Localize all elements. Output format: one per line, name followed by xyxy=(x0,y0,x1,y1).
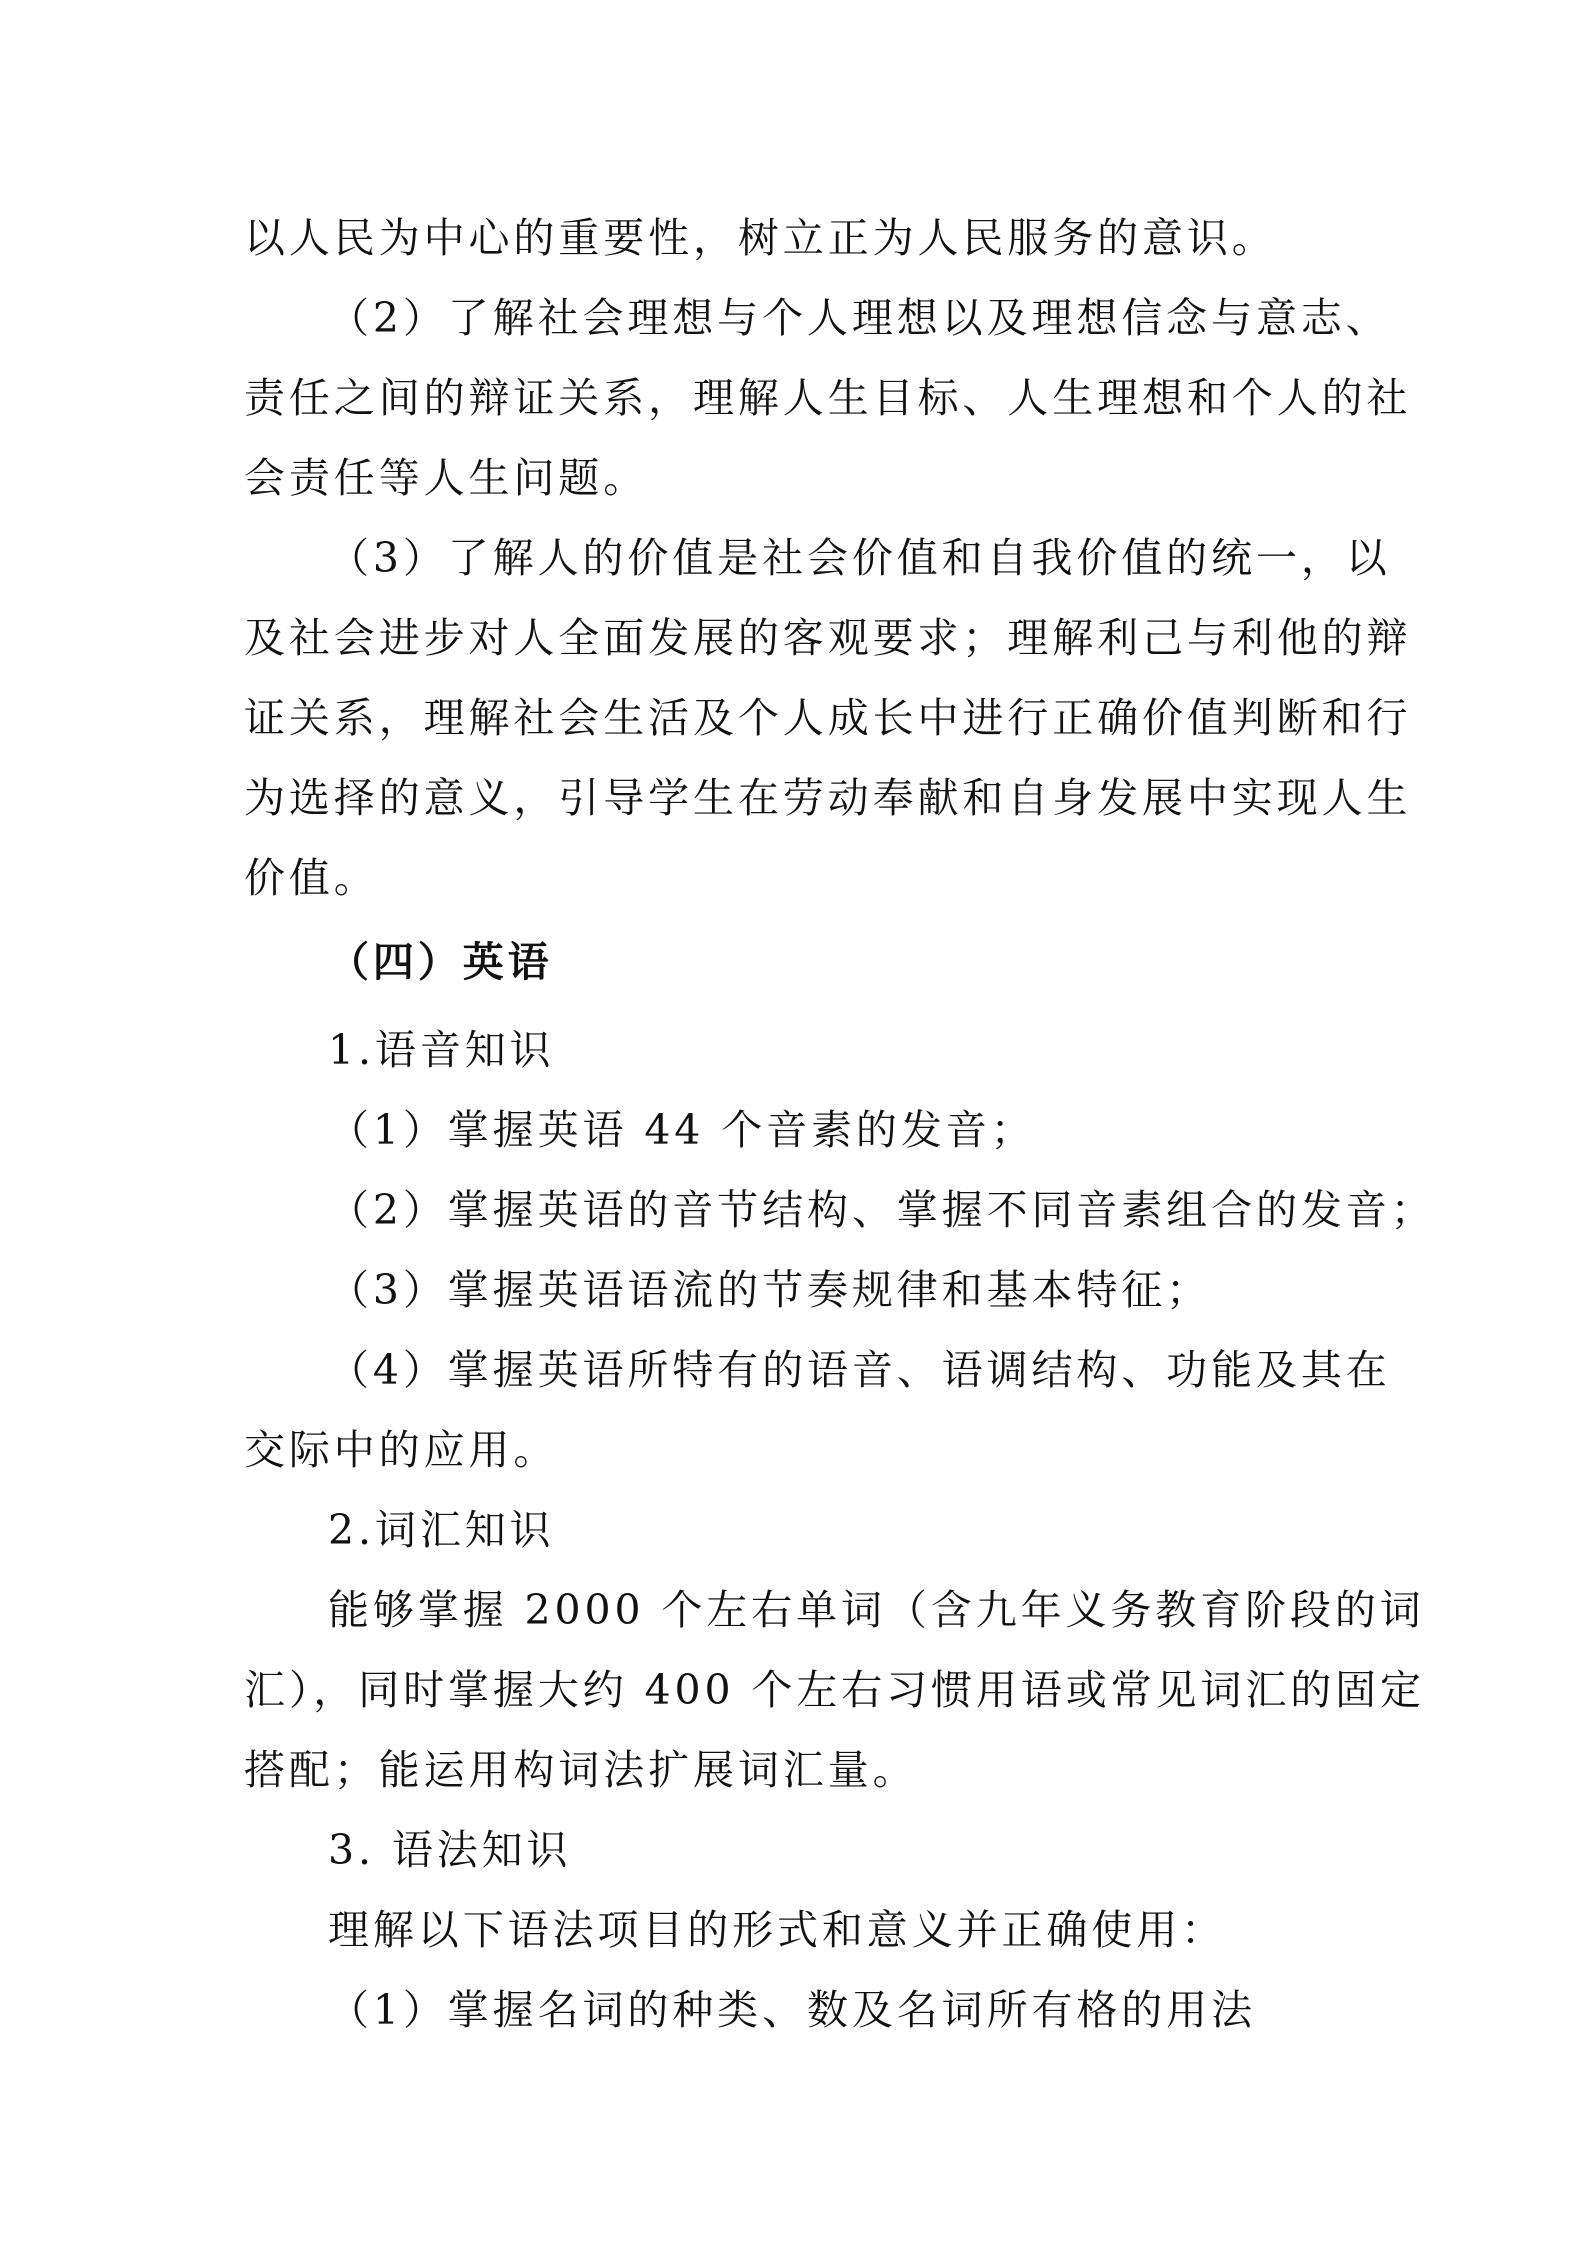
text-line: （3）了解人的价值是社会价值和自我价值的统一，以 xyxy=(328,534,1391,582)
heading-text: （四）英语 xyxy=(328,938,553,986)
text-line: 为选择的意义，引导学生在劳动奉献和自身发展中实现人生 xyxy=(244,774,1412,822)
list-item-phonetics-1 xyxy=(244,1090,1354,1170)
paragraph-continuation xyxy=(244,198,1354,278)
text-line: （2）了解社会理想与个人理想以及理想信念与意志、 xyxy=(328,294,1391,342)
subheading-vocabulary xyxy=(244,1490,1354,1570)
text-line: （4）掌握英语所特有的语音、语调结构、功能及其在 xyxy=(328,1346,1391,1394)
list-item-grammar-1 xyxy=(244,1970,1354,2050)
text-line: 证关系，理解社会生活及个人成长中进行正确价值判断和行 xyxy=(244,694,1412,742)
paragraph-item-3 xyxy=(244,518,1412,918)
text-line: 搭配；能运用构词法扩展词汇量。 xyxy=(244,1746,918,1794)
text-line: 能够掌握 2000 个左右单词（含九年义务教育阶段的词 xyxy=(328,1586,1425,1634)
text-line: 会责任等人生问题。 xyxy=(244,454,649,502)
document-body xyxy=(244,198,1436,2050)
text-line: 价值。 xyxy=(244,854,379,902)
text-line: 以人民为中心的重要性，树立正为人民服务的意识。 xyxy=(244,214,1277,262)
text-line: 交际中的应用。 xyxy=(244,1426,559,1474)
subheading-text: 2.词汇知识 xyxy=(328,1506,555,1554)
text-line: （3）掌握英语语流的节奏规律和基本特征； xyxy=(328,1266,1212,1314)
paragraph-vocabulary xyxy=(244,1570,1425,1810)
text-line: 及社会进步对人全面发展的客观要求；理解利己与利他的辩 xyxy=(244,614,1412,662)
text-line: 理解以下语法项目的形式和意义并正确使用： xyxy=(328,1906,1226,1954)
subheading-text: 1.语音知识 xyxy=(328,1026,555,1074)
list-item-phonetics-2 xyxy=(244,1170,1436,1250)
subheading-phonetics xyxy=(244,1010,1354,1090)
list-item-phonetics-3 xyxy=(244,1250,1354,1330)
text-line: 汇），同时掌握大约 400 个左右习惯用语或常见词汇的固定 xyxy=(244,1666,1425,1714)
section-heading-english xyxy=(244,922,1354,1002)
text-line: （1）掌握英语 44 个音素的发音； xyxy=(328,1106,1036,1154)
list-item-phonetics-4 xyxy=(244,1330,1391,1490)
paragraph-item-2 xyxy=(244,278,1412,518)
subheading-text: 3. 语法知识 xyxy=(328,1826,572,1874)
text-line: （1）掌握名词的种类、数及名词所有格的用法 xyxy=(328,1986,1256,2034)
text-line: （2）掌握英语的音节结构、掌握不同音素组合的发音； xyxy=(328,1186,1436,1234)
text-line: 责任之间的辩证关系，理解人生目标、人生理想和个人的社 xyxy=(244,374,1412,422)
paragraph-grammar-intro xyxy=(244,1890,1354,1970)
subheading-grammar xyxy=(244,1810,1354,1890)
